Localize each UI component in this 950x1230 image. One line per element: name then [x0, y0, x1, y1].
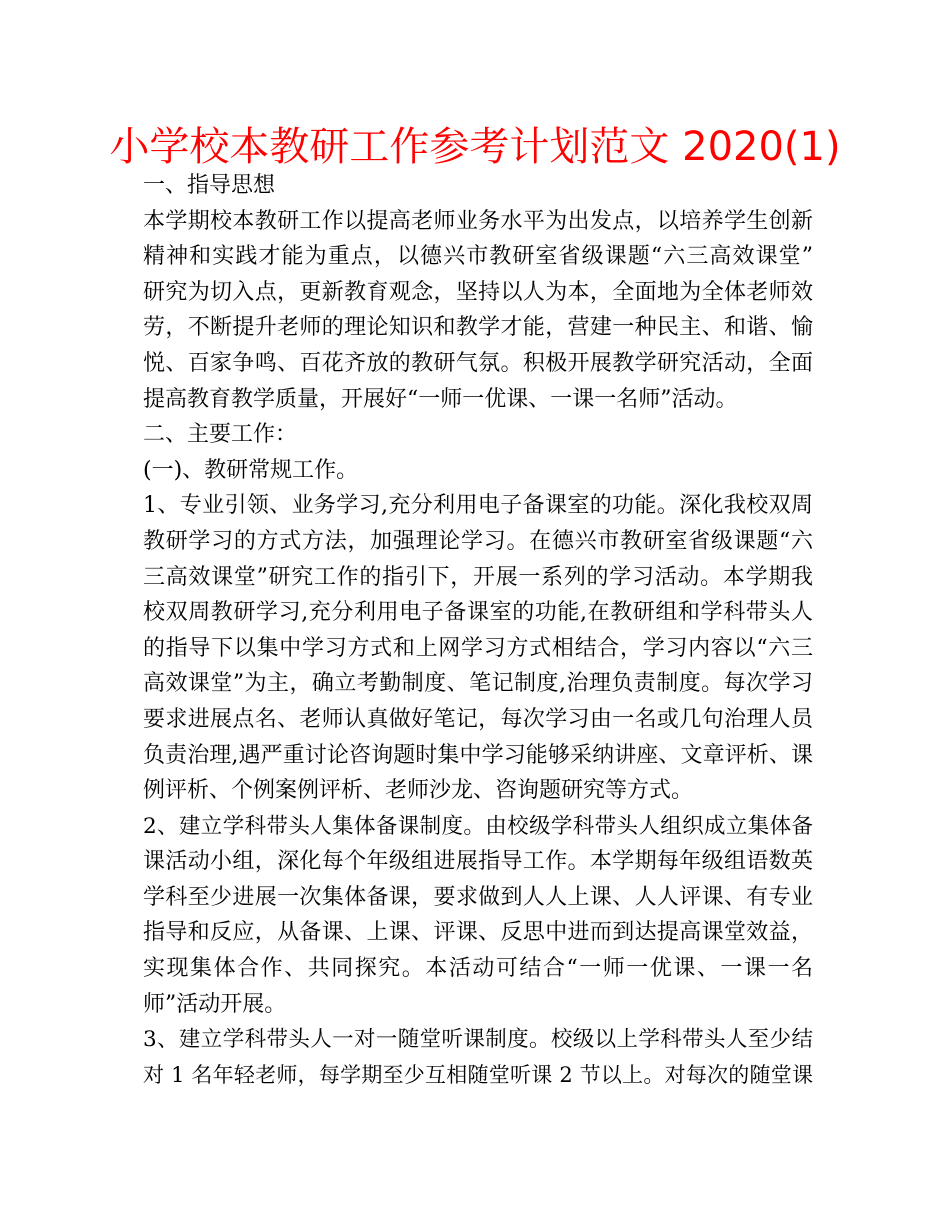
text-line: 指导和反应，从备课、上课、评课、反思中进而到达提高课堂效益， [143, 920, 813, 946]
text-line: 本学期校本教研工作以提高老师业务水平为出发点，以培养学生创新 [143, 208, 813, 234]
text-line: 课活动小组，深化每个年级组进展指导工作。本学期每年级组语数英 [143, 849, 813, 875]
text-line: 高效课堂”为主，确立考勤制度、笔记制度,治理负责制度。每次学习 [143, 671, 813, 697]
text-line: (一)、教研常规工作。 [143, 457, 359, 483]
text-line: 学科至少进展一次集体备课，要求做到人人上课、人人评课、有专业 [143, 884, 813, 910]
document-body [143, 168, 813, 1093]
text-line: 2、建立学科带头人集体备课制度。由校级学科带头人组织成立集体备 [143, 813, 813, 839]
text-line: 劳，不断提升老师的理论知识和教学才能，营建一种民主、和谐、愉 [143, 315, 813, 341]
text-line: 师”活动开展。 [143, 991, 287, 1017]
text-line: 的指导下以集中学习方式和上网学习方式相结合，学习内容以“六三 [143, 635, 813, 661]
text-line: 悦、百家争鸣、百花齐放的教研气氛。积极开展教学研究活动，全面 [143, 350, 813, 376]
text-line: 提高教育教学质量，开展好“一师一优课、一课一名师”活动。 [143, 386, 738, 412]
text-line: 教研学习的方式方法，加强理论学习。在德兴市教研室省级课题“六 [143, 528, 813, 554]
text-line: 要求进展点名、老师认真做好笔记，每次学习由一名或几句治理人员 [143, 706, 813, 732]
text-line: 研究为切入点，更新教育观念，坚持以人为本，全面地为全体老师效 [143, 279, 813, 305]
text-line: 实现集体合作、共同探究。本活动可结合“一师一优课、一课一名 [143, 956, 813, 982]
text-line: 3、建立学科带头人一对一随堂听课制度。校级以上学科带头人至少结 [143, 1027, 813, 1053]
text-line: 例评析、个例案例评析、老师沙龙、咨询题研究等方式。 [143, 778, 694, 804]
text-line: 对 1 名年轻老师，每学期至少互相随堂听课 2 节以上。对每次的随堂课 [143, 1062, 813, 1087]
text-line: 负责治理,遇严重讨论咨询题时集中学习能够采纳讲座、文章评析、课 [143, 742, 813, 768]
text-line: 精神和实践才能为重点，以德兴市教研室省级课题“六三高效课堂” [143, 244, 813, 270]
text-line: 二、主要工作： [143, 422, 298, 448]
text-line: 1、专业引领、业务学习,充分利用电子备课室的功能。深化我校双周 [143, 493, 813, 519]
text-line: 三高效课堂”研究工作的指引下，开展一系列的学习活动。本学期我 [143, 564, 813, 590]
text-line: 一、指导思想 [143, 173, 276, 198]
text-line: 校双周教研学习,充分利用电子备课室的功能,在教研组和学科带头人 [143, 600, 813, 626]
document-title: 小学校本教研工作参考计划范文 2020(1) [109, 124, 841, 170]
